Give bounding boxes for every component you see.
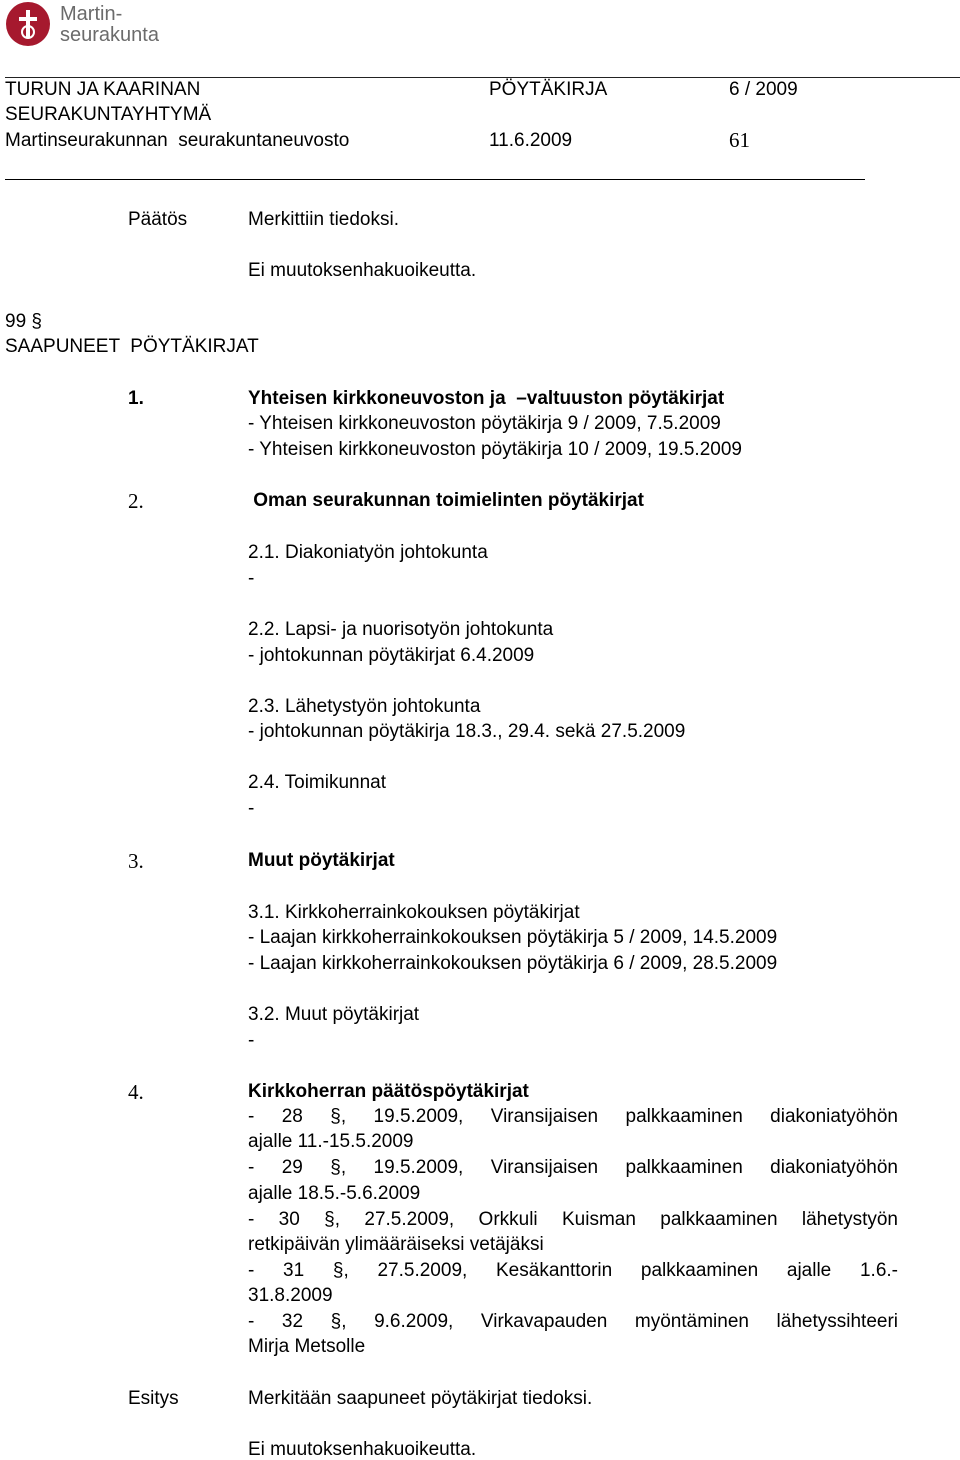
- item-number: 3.: [128, 849, 144, 873]
- header-top-rule: [5, 77, 960, 78]
- item-number: 4.: [128, 1080, 144, 1104]
- decision-entry-line: - 28 §, 19.5.2009, Viransijaisen palkkaaminen diakoniatyöhön: [248, 1106, 898, 1127]
- cross-icon: [6, 2, 50, 46]
- sub-item-line: -: [248, 1030, 255, 1051]
- item-number: 2.: [128, 489, 144, 513]
- sub-item-line: - johtokunnan pöytäkirjat 6.4.2009: [248, 645, 535, 666]
- item-title: Muut pöytäkirjat: [248, 850, 395, 871]
- section-title: SAAPUNEET PÖYTÄKIRJAT: [5, 336, 259, 357]
- logo-line-2: seurakunta: [60, 24, 159, 46]
- decision-text: Merkittiin tiedoksi.: [248, 209, 399, 230]
- decision-entry-line: ajalle 18.5.-5.6.2009: [248, 1183, 421, 1204]
- section-number: 99 §: [5, 311, 42, 332]
- body-name: Martinseurakunnan seurakuntaneuvosto: [5, 130, 350, 151]
- sub-item-line: - Laajan kirkkoherrainkokouksen pöytäkirja 6 / 2009, 28.5.2009: [248, 953, 778, 974]
- decision-entry-line: - 29 §, 19.5.2009, Viransijaisen palkkaaminen diakoniatyöhön: [248, 1157, 898, 1178]
- org-name-line-1: TURUN JA KAARINAN: [5, 79, 201, 100]
- item-title: Oman seurakunnan toimielinten pöytäkirjat: [248, 490, 644, 511]
- proposal-label: Esitys: [128, 1388, 179, 1409]
- decision-entry-line: Mirja Metsolle: [248, 1336, 366, 1357]
- header-bottom-rule: [5, 179, 865, 180]
- proposal-appeal-text: Ei muutoksenhakuoikeutta.: [248, 1439, 477, 1460]
- decision-label: Päätös: [128, 209, 188, 230]
- sub-item-line: -: [248, 798, 255, 819]
- item-title: Kirkkoherran päätöspöytäkirjat: [248, 1081, 529, 1102]
- decision-entry-line: ajalle 11.-15.5.2009: [248, 1131, 414, 1152]
- sub-item-line: - Laajan kirkkoherrainkokouksen pöytäkirja 5 / 2009, 14.5.2009: [248, 927, 778, 948]
- sub-item-title: 2.1. Diakoniatyön johtokunta: [248, 542, 488, 563]
- org-name-line-2: SEURAKUNTAYHTYMÄ: [5, 104, 212, 125]
- sub-item-title: 2.4. Toimikunnat: [248, 772, 387, 793]
- decision-entry-line: retkipäivän ylimääräiseksi vetäjäksi: [248, 1234, 544, 1255]
- sub-item-title: 3.1. Kirkkoherrainkokouksen pöytäkirjat: [248, 902, 580, 923]
- sub-item-title: 2.2. Lapsi- ja nuorisotyön johtokunta: [248, 619, 554, 640]
- doc-type: PÖYTÄKIRJA: [489, 79, 608, 100]
- doc-number: 6 / 2009: [729, 79, 798, 100]
- sub-item-title: 3.2. Muut pöytäkirjat: [248, 1004, 420, 1025]
- logo-wordmark: [60, 4, 159, 46]
- decision-entry-line: - 32 §, 9.6.2009, Virkavapauden myöntäminen lähetyssihteeri: [248, 1311, 898, 1332]
- sub-item-line: -: [248, 568, 255, 589]
- logo-line-1: Martin-: [60, 3, 123, 25]
- sub-item-line: - johtokunnan pöytäkirja 18.3., 29.4. sekä 27.5.2009: [248, 721, 686, 742]
- item-line: - Yhteisen kirkkoneuvoston pöytäkirja 9 / 2009, 7.5.2009: [248, 413, 721, 434]
- item-title: Yhteisen kirkkoneuvoston ja –valtuuston pöytäkirjat: [248, 388, 725, 409]
- item-number: 1.: [128, 388, 144, 409]
- meeting-date: 11.6.2009: [489, 130, 573, 151]
- proposal-text: Merkitään saapuneet pöytäkirjat tiedoksi.: [248, 1388, 593, 1409]
- logo-emblem: [6, 2, 50, 46]
- item-line: - Yhteisen kirkkoneuvoston pöytäkirja 10 / 2009, 19.5.2009: [248, 439, 742, 460]
- decision-entry-line: - 30 §, 27.5.2009, Orkkuli Kuisman palkkaaminen lähetystyön: [248, 1209, 898, 1230]
- page-number: 61: [729, 128, 750, 152]
- sub-item-title: 2.3. Lähetystyön johtokunta: [248, 696, 481, 717]
- decision-entry-line: - 31 §, 27.5.2009, Kesäkanttorin palkkaaminen ajalle 1.6.-: [248, 1260, 898, 1281]
- decision-entry-line: 31.8.2009: [248, 1285, 333, 1306]
- appeal-text: Ei muutoksenhakuoikeutta.: [248, 260, 477, 281]
